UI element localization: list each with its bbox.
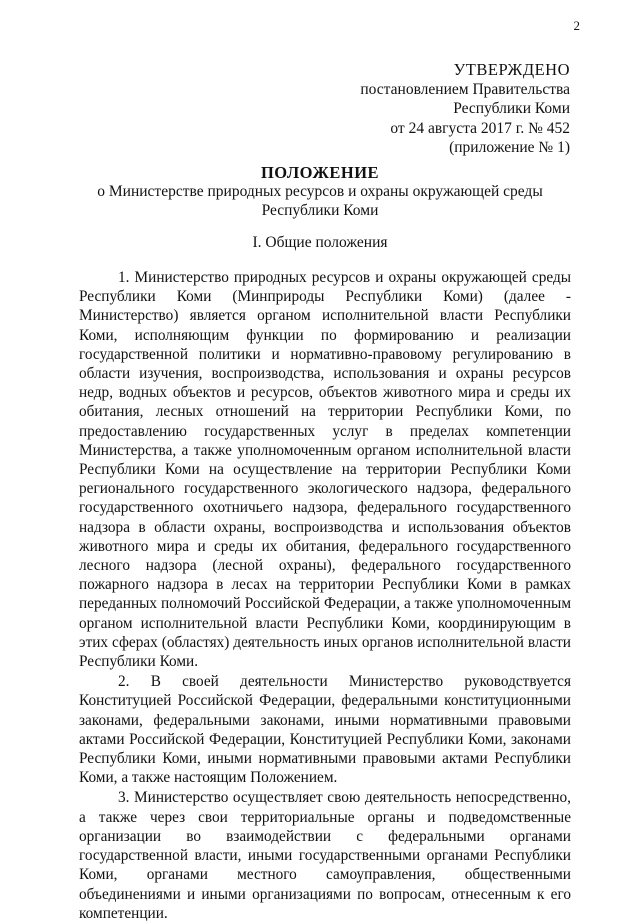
document-title-block: [70, 163, 570, 220]
document-title: ПОЛОЖЕНИЕ: [260, 163, 380, 182]
section-heading: I. Общие положения: [252, 234, 388, 251]
document-body: [79, 268, 571, 924]
approval-heading: УТВЕРЖДЕНО: [453, 60, 570, 79]
paragraph-3: 3. Министерство осуществляет свою деятельность непосредственно, а также через свои территориальные органы и подведомственные организации во взаимодействии с федеральными органами государственной власти, иными государственными органами Республики Коми, органами местного самоуправления, общественными объединениями и иными организациями по вопросам, отнесенным к его компетенции.: [79, 789, 571, 922]
document-subtitle-line-2: Республики Коми: [261, 202, 379, 219]
approval-stamp: [300, 60, 570, 158]
approval-line-3: (приложение № 1): [449, 139, 570, 156]
document-subtitle-line-1: о Министерстве природных ресурсов и охраны окружающей среды: [97, 183, 543, 200]
approval-line-2: от 24 августа 2017 г. № 452: [390, 119, 570, 137]
page-number: 2: [573, 18, 580, 33]
paragraph-2: 2. В своей деятельности Министерство руководствуется Конституцией Российской Федерации, федеральными конституционными законами, федеральными законами, иными нормативными правовыми актами Российской Федерации, Конституцией Республики Коми, законами Республики Коми, иными нормативными правовыми актами Республики Коми, а также настоящим Положением.: [79, 673, 571, 787]
paragraph-1: 1. Министерство природных ресурсов и охраны окружающей среды Республики Коми (Минприроды Республики Коми) (далее - Министерство) является органом исполнительной власти Республики Коми, исполняющим функции по формированию и реализации государственной политики и нормативно-правовому регулированию в области изучения, воспроизводства, использования и охраны ресурсов недр, водных объектов и ресурсов, объектов животного мира и среды их обитания, лесных отношений на территории Республики Коми, по предоставлению государственных услуг в пределах компетенции Министерства, а также уполномоченным органом исполнительной власти Республики Коми на осуществление на территории Республики Коми регионального государственного экологического надзора, федерального государственного охотничьего надзора, федерального государственного надзора в области охраны, воспроизводства и использования объектов животного мира и среды их обитания, федерального государственного лесного надзора (лесной охраны), федерального государственного пожарного надзора в лесах на территории Республики Коми в рамках переданных полномочий Российской Федерации, а также уполномоченным органом исполнительной власти Республики Коми, координирующим в этих сферах (областях) деятельность иных органов исполнительной власти Республики Коми.: [79, 269, 571, 671]
approval-line-1: постановлением Правительства Республики Коми: [360, 80, 570, 117]
